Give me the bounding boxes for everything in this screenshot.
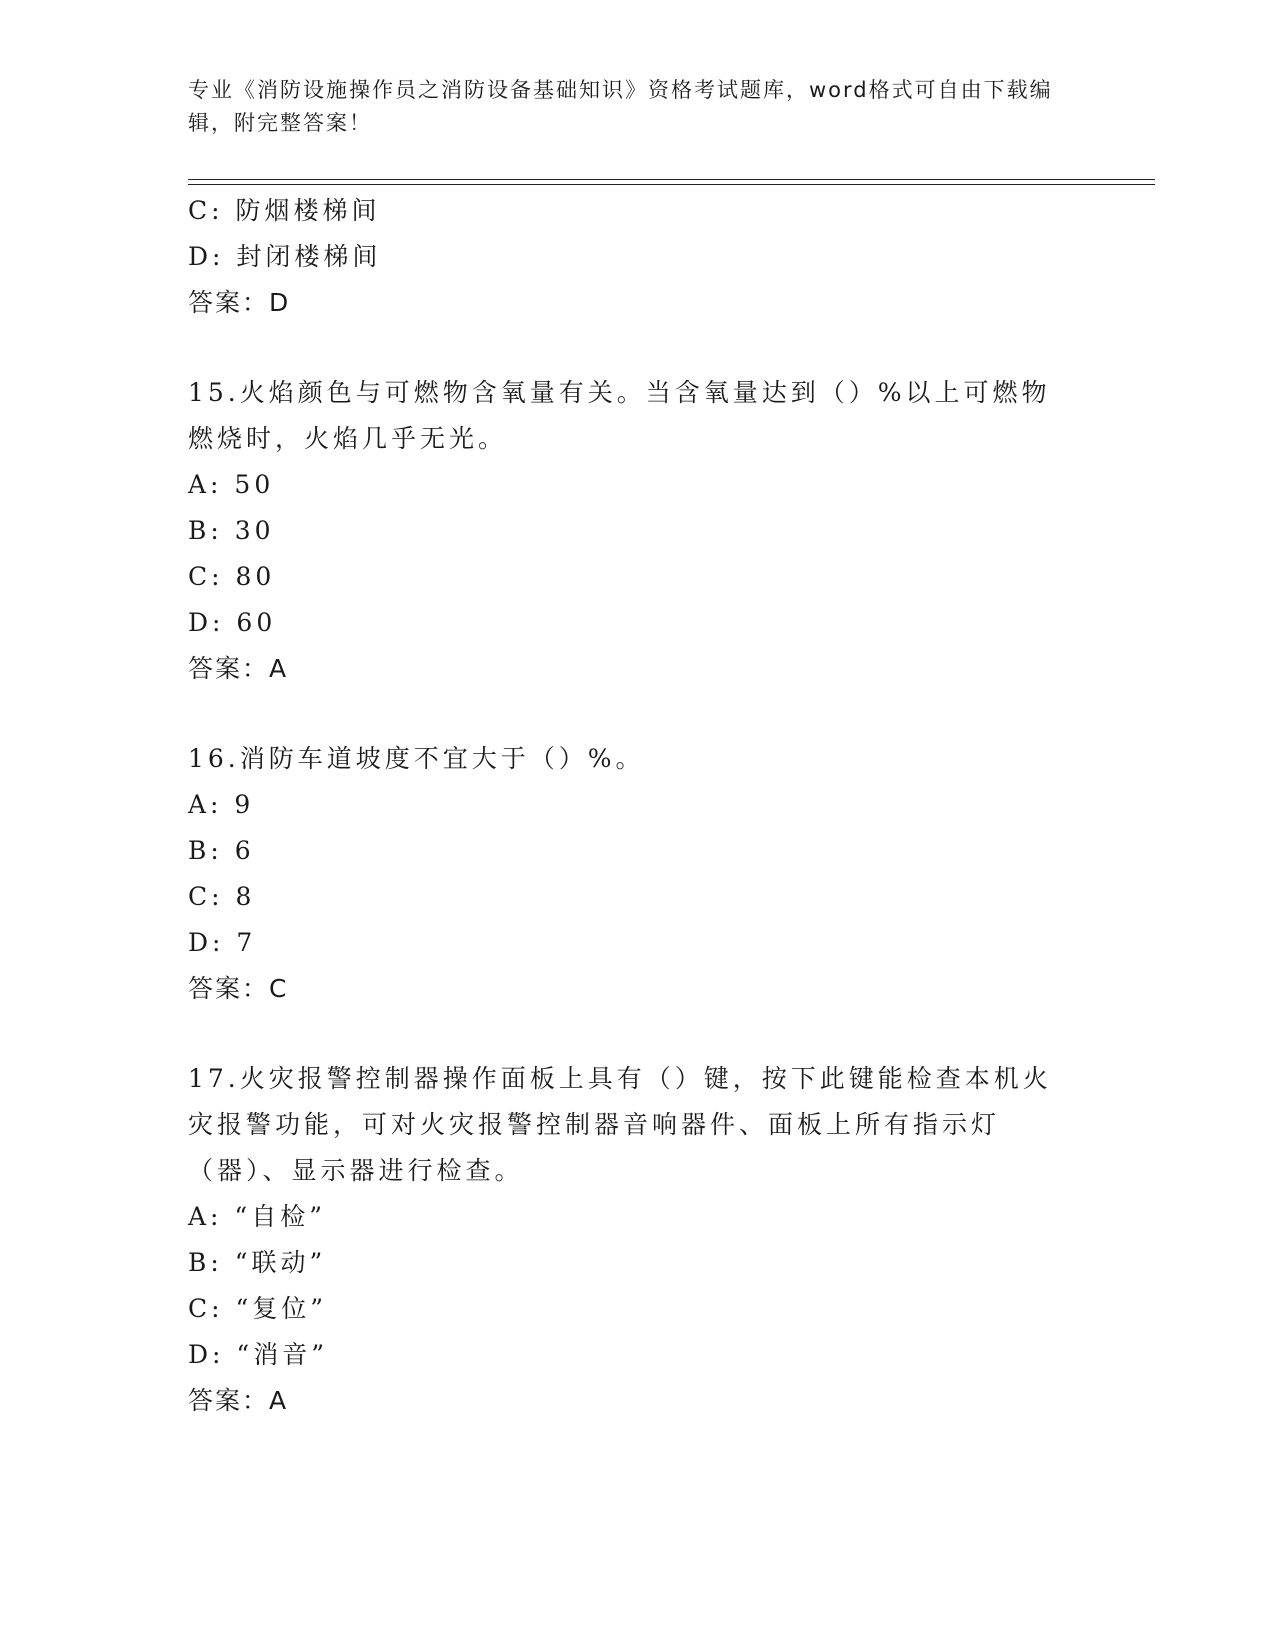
option-a: A: 9 [188, 790, 255, 819]
option-b: B: 6 [188, 836, 255, 865]
prev-question [188, 188, 1088, 326]
answer-label: 答案：A [188, 654, 289, 683]
question-text: 17.火灾报警控制器操作面板上具有（）键，按下此键能检查本机火灾报警功能，可对火灾报警控制器音响器件、面板上所有指示灯（器）、显示器进行检查。 [188, 1064, 1052, 1185]
option-c: C: 防烟楼梯间 [188, 196, 381, 225]
option-c: C: 80 [188, 562, 276, 591]
question-15 [188, 370, 1088, 692]
option-a: A: “自检” [188, 1202, 326, 1231]
header-rule-top [188, 179, 1155, 180]
option-b: B: 30 [188, 516, 275, 545]
answer-label: 答案：D [188, 288, 291, 317]
answer-label: 答案：A [188, 1386, 289, 1415]
question-16 [188, 736, 1088, 1012]
option-c: C: 8 [188, 882, 256, 911]
option-b: B: “联动” [188, 1248, 327, 1277]
header-rule-bottom [188, 184, 1155, 185]
option-d: D: 封闭楼梯间 [188, 242, 382, 271]
option-a: A: 50 [188, 470, 275, 499]
option-d: D: 60 [188, 608, 277, 637]
question-list [188, 188, 1088, 1424]
question-text: 16.消防车道坡度不宜大于（）%。 [188, 744, 645, 773]
question-text: 15.火焰颜色与可燃物含氧量有关。当含氧量达到（）%以上可燃物燃烧时，火焰几乎无光。 [188, 378, 1051, 453]
option-c: C: “复位” [188, 1294, 328, 1323]
option-d: D: “消音” [188, 1340, 328, 1369]
answer-label: 答案：C [188, 974, 289, 1003]
option-d: D: 7 [188, 928, 257, 957]
document-header: 专业《消防设施操作员之消防设备基础知识》资格考试题库，word格式可自由下载编辑，附完整答案！ [188, 78, 1053, 135]
question-17 [188, 1056, 1088, 1424]
